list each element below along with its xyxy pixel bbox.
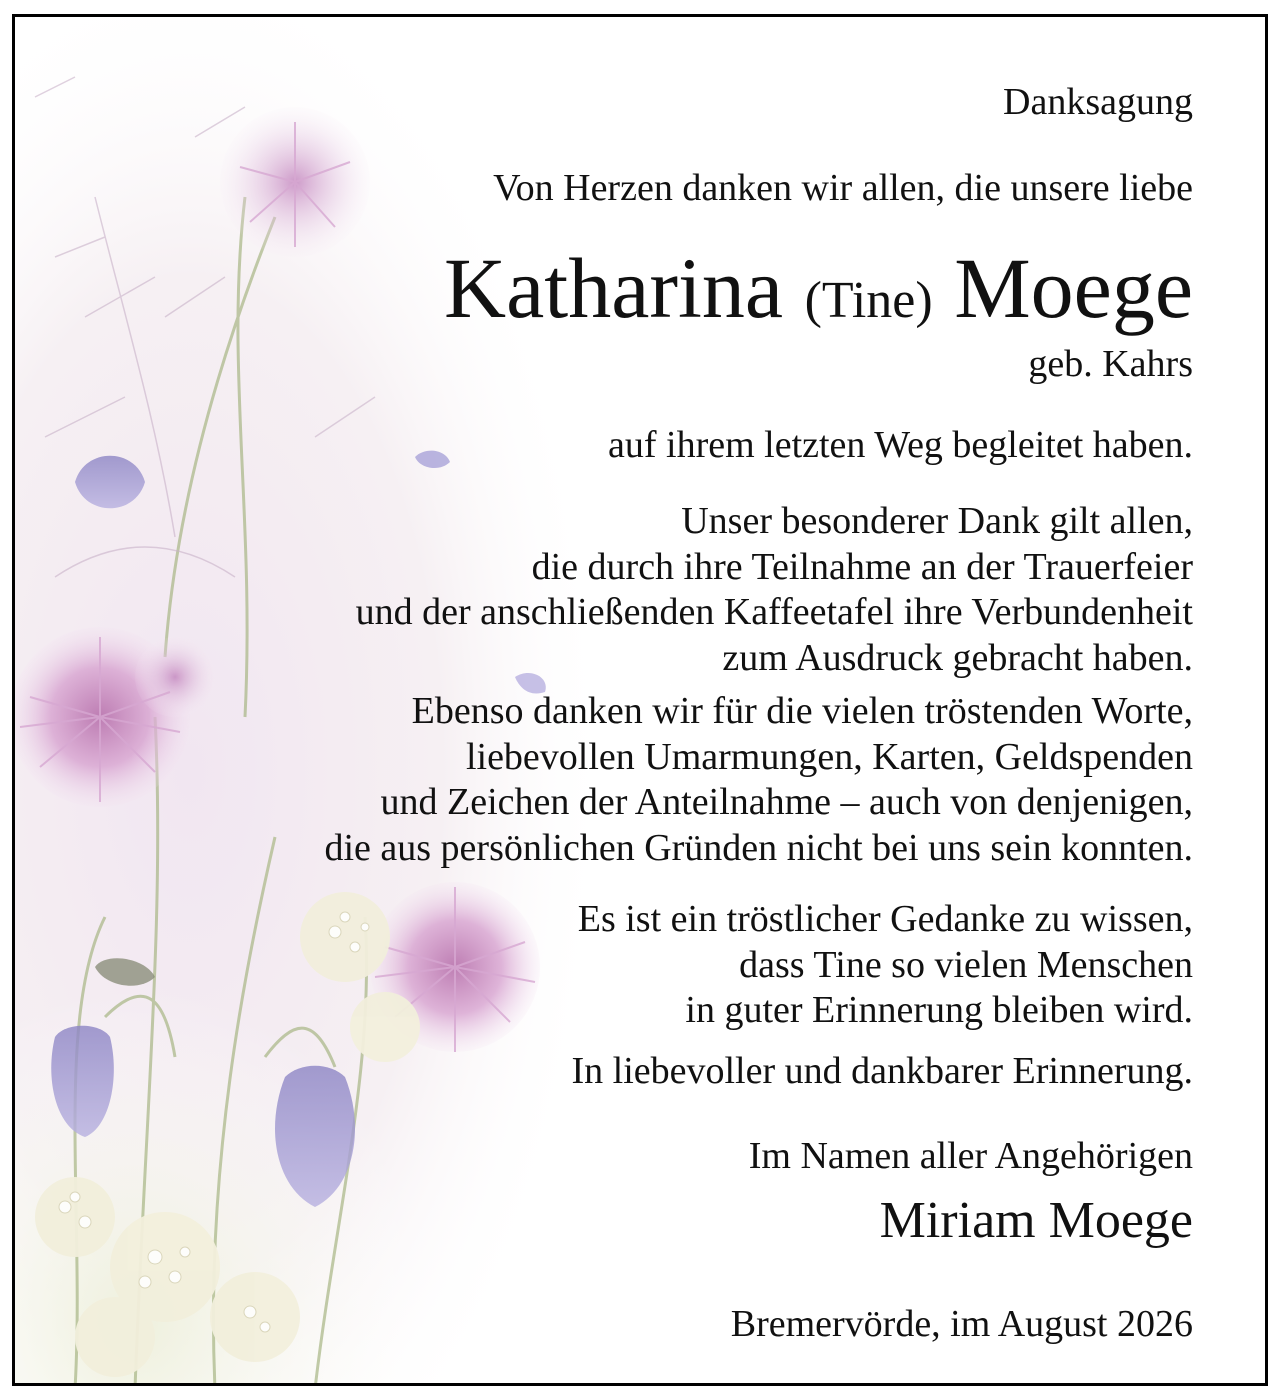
paragraph-line: Es ist ein tröstlicher Gedanke zu wissen,	[577, 898, 1193, 940]
paragraph-line: auf ihrem letzten Weg begleitet haben.	[608, 424, 1193, 466]
paragraph-line: und Zeichen der Anteilnahme – auch von denjenigen,	[380, 781, 1193, 823]
paragraph-3	[324, 689, 1193, 871]
obituary-card	[12, 14, 1268, 1386]
paragraph-line: die aus persönlichen Gründen nicht bei uns sein konnten.	[324, 826, 1193, 869]
birth-name: geb. Kahrs	[1028, 343, 1193, 385]
paragraph-1	[608, 423, 1193, 469]
place-date: Bremervörde, im August 2026	[730, 1303, 1193, 1345]
paragraph-line: liebevollen Umarmungen, Karten, Geldspenden	[465, 735, 1193, 778]
paragraph-line: die durch ihre Teilnahme an der Trauerfeier	[531, 545, 1193, 588]
paragraph-2	[356, 499, 1193, 681]
deceased-nickname: (Tine)	[804, 272, 933, 329]
paragraph-line: Ebenso danken wir für die vielen tröstenden Worte,	[411, 690, 1193, 732]
notice-title: Danksagung	[1003, 81, 1193, 123]
paragraph-4	[578, 897, 1193, 1034]
paragraph-line: und der anschließenden Kaffeetafel ihre Verbundenheit	[355, 591, 1193, 633]
signoff-line: Im Namen aller Angehörigen	[748, 1135, 1193, 1177]
deceased-last-name: Moege	[954, 240, 1193, 336]
intro-line: Von Herzen danken wir allen, die unsere liebe	[493, 167, 1193, 209]
signer-name: Miriam Moege	[879, 1192, 1193, 1249]
paragraph-5	[572, 1049, 1194, 1095]
paragraph-line: zum Ausdruck gebracht haben.	[722, 636, 1193, 679]
deceased-first-name: Katharina	[444, 240, 784, 336]
paragraph-line: Unser besonderer Dank gilt allen,	[681, 500, 1193, 542]
paragraph-line: in guter Erinnerung bleiben wird.	[685, 989, 1193, 1031]
deceased-name	[444, 240, 1193, 336]
paragraph-line: dass Tine so vielen Menschen	[739, 943, 1193, 986]
paragraph-line: In liebevoller und dankbarer Erinnerung.	[571, 1050, 1193, 1092]
